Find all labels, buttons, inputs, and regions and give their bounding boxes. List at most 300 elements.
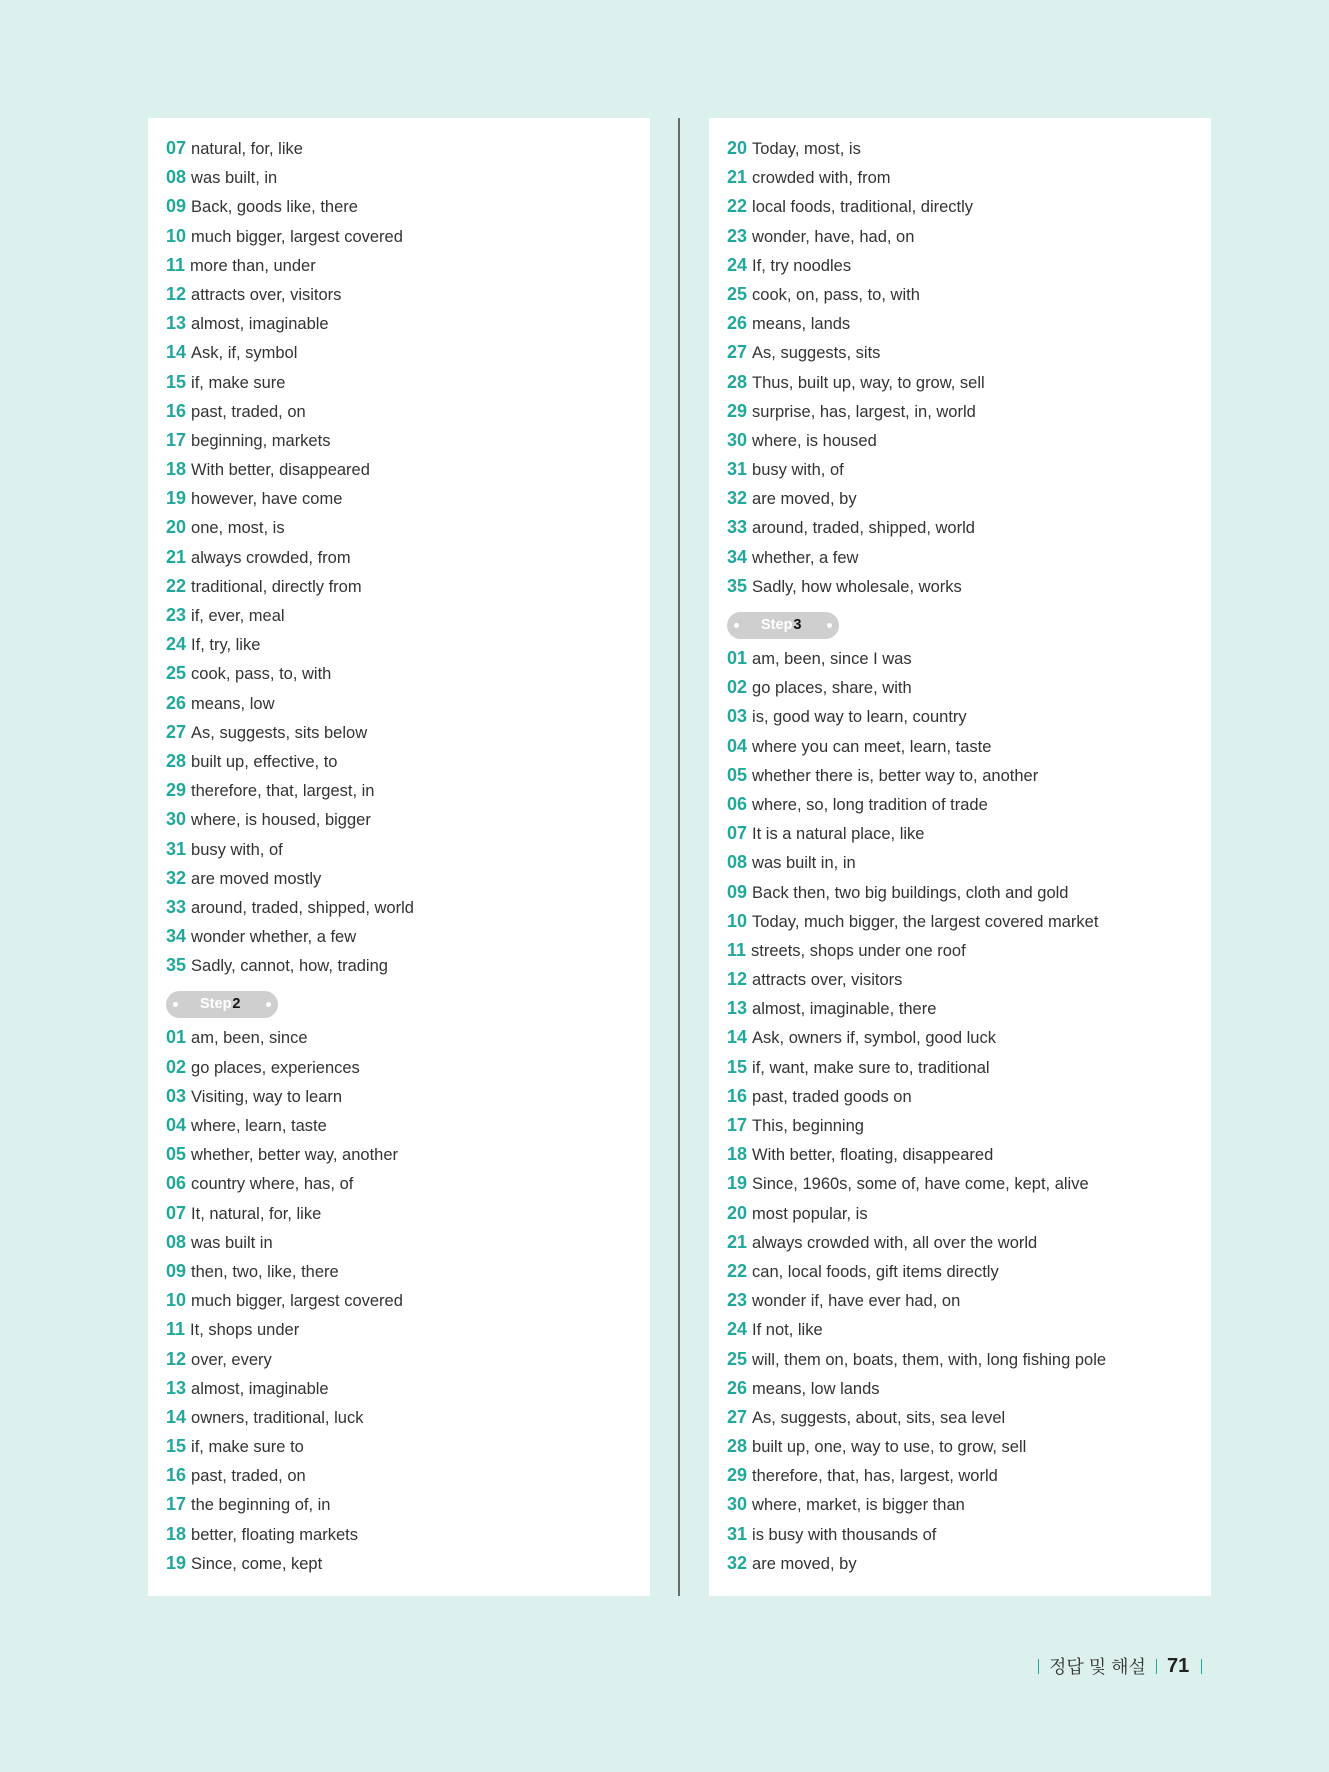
answer-item — [166, 134, 650, 163]
answer-item — [166, 951, 650, 980]
answer-item — [166, 397, 650, 426]
answer-number: 15 — [166, 1436, 187, 1457]
answer-item — [727, 1315, 1211, 1344]
answer-number: 25 — [727, 283, 748, 304]
answer-item — [166, 1345, 650, 1374]
answer-item — [727, 397, 1211, 426]
answer-text: if, make sure — [191, 373, 286, 392]
answer-text: more than, under — [190, 256, 316, 275]
answer-text: natural, for, like — [191, 140, 303, 158]
answer-number: 30 — [727, 429, 748, 450]
answer-text: was built, in — [191, 169, 278, 188]
answer-item — [727, 790, 1211, 819]
answer-item — [727, 702, 1211, 731]
answer-text: Sadly, how wholesale, works — [752, 577, 962, 596]
answer-number: 29 — [166, 780, 187, 801]
answer-number: 15 — [727, 1056, 748, 1077]
answer-text: means, low lands — [752, 1379, 880, 1398]
answer-item — [166, 864, 650, 893]
step-3-list — [727, 644, 1211, 1578]
answer-item — [166, 309, 650, 338]
answer-item — [727, 426, 1211, 455]
answer-item — [166, 1286, 650, 1315]
answer-text: With better, disappeared — [191, 461, 370, 480]
answer-item — [727, 1053, 1211, 1082]
answer-item — [166, 1082, 650, 1111]
answer-number: 05 — [166, 1144, 187, 1165]
answer-item — [727, 1490, 1211, 1519]
answer-text: surprise, has, largest, in, world — [752, 402, 976, 421]
answer-text: owners, traditional, luck — [191, 1408, 364, 1427]
answer-text: Back then, two big buildings, cloth and gold — [752, 883, 1069, 902]
answer-number: 03 — [727, 706, 748, 727]
answer-item — [166, 572, 650, 601]
answer-item — [166, 659, 650, 688]
answer-item — [166, 835, 650, 864]
answer-item — [166, 893, 650, 922]
answer-number: 09 — [727, 881, 748, 902]
answer-item — [727, 163, 1211, 192]
answer-item — [166, 1023, 650, 1052]
answer-text: built up, one, way to use, to grow, sell — [752, 1438, 1027, 1457]
answer-text: are moved, by — [752, 1554, 857, 1573]
answer-item — [166, 805, 650, 834]
answer-number: 08 — [166, 1231, 187, 1252]
answer-text: attracts over, visitors — [191, 285, 342, 304]
answer-item — [727, 484, 1211, 513]
answer-text: whether there is, better way to, another — [752, 766, 1039, 785]
answer-item — [166, 1432, 650, 1461]
answer-number: 12 — [727, 969, 748, 990]
left-answer-panel — [148, 118, 650, 1596]
answer-item — [166, 1461, 650, 1490]
answer-number: 04 — [166, 1115, 187, 1135]
answer-item — [166, 1169, 650, 1198]
answer-text: almost, imaginable — [191, 315, 329, 334]
answer-text: are moved mostly — [191, 869, 322, 888]
answer-text: go places, share, with — [752, 679, 912, 698]
answer-text: As, suggests, sits below — [191, 723, 368, 742]
answer-text: was built in, in — [752, 854, 856, 873]
answer-number: 02 — [166, 1056, 187, 1077]
answer-item — [727, 1082, 1211, 1111]
badge-dot — [827, 623, 832, 628]
page-footer — [1038, 1652, 1202, 1680]
answer-text: where, so, long tradition of trade — [752, 795, 988, 814]
answer-number: 10 — [727, 910, 748, 931]
answer-text: If not, like — [752, 1321, 823, 1340]
answer-item — [166, 1315, 650, 1344]
answer-text: past, traded, on — [191, 402, 306, 421]
answer-number: 14 — [727, 1027, 748, 1048]
answer-item — [166, 1490, 650, 1519]
answer-number: 21 — [727, 1231, 748, 1252]
answer-text: is, good way to learn, country — [752, 708, 967, 727]
answer-number: 07 — [166, 138, 187, 158]
answer-number: 14 — [166, 1406, 187, 1427]
answer-number: 22 — [727, 196, 748, 217]
answer-item — [727, 543, 1211, 572]
answer-text: will, them on, boats, them, with, long fishing pole — [752, 1350, 1107, 1369]
answer-item — [166, 1403, 650, 1432]
answer-text: if, want, make sure to, traditional — [752, 1058, 990, 1077]
answer-text: most popular, is — [752, 1204, 868, 1223]
answer-number: 27 — [727, 342, 748, 363]
answer-number: 32 — [727, 1552, 748, 1573]
answer-item — [727, 732, 1211, 761]
answer-number: 12 — [166, 283, 187, 304]
answer-text: past, traded, on — [191, 1467, 306, 1486]
answer-item — [727, 1345, 1211, 1374]
answer-text: where, market, is bigger than — [752, 1496, 965, 1515]
answer-item — [166, 1257, 650, 1286]
answer-text: traditional, directly from — [191, 577, 362, 596]
answer-number: 33 — [727, 517, 748, 538]
answer-number: 18 — [166, 1523, 187, 1544]
answer-number: 23 — [727, 225, 748, 246]
answer-text: It, shops under — [190, 1321, 300, 1340]
answer-item — [166, 1549, 650, 1578]
answer-number: 15 — [166, 371, 187, 392]
footer-separator — [1038, 1659, 1039, 1674]
answer-number: 24 — [727, 254, 748, 275]
answer-number: 26 — [166, 692, 187, 713]
answer-number: 28 — [166, 750, 187, 771]
answer-number: 10 — [166, 1290, 187, 1311]
answer-number: 01 — [727, 648, 748, 668]
answer-number: 16 — [166, 400, 187, 421]
answer-text: Since, 1960s, some of, have come, kept, alive — [752, 1175, 1089, 1194]
answer-item — [727, 965, 1211, 994]
answer-number: 06 — [727, 793, 748, 814]
answer-number: 08 — [727, 852, 748, 873]
answer-item — [166, 1199, 650, 1228]
answer-text: Ask, if, symbol — [191, 344, 298, 363]
answer-item — [727, 1023, 1211, 1052]
answer-number: 12 — [166, 1348, 187, 1369]
answer-number: 11 — [166, 254, 186, 275]
answer-item — [166, 601, 650, 630]
answer-item — [727, 1228, 1211, 1257]
answer-item — [166, 513, 650, 542]
answer-text: therefore, that, largest, in — [191, 782, 375, 801]
answer-item — [727, 761, 1211, 790]
answer-text: wonder, have, had, on — [752, 227, 915, 246]
answer-item — [727, 1199, 1211, 1228]
answer-number: 35 — [727, 575, 748, 596]
footer-separator — [1156, 1659, 1157, 1674]
answer-text: am, been, since — [191, 1029, 308, 1048]
answer-item — [166, 426, 650, 455]
answer-number: 16 — [727, 1085, 748, 1106]
answer-number: 10 — [166, 225, 187, 246]
column-divider — [678, 118, 680, 1596]
answer-number: 31 — [727, 459, 748, 480]
answer-text: am, been, since I was — [752, 650, 912, 668]
answer-number: 02 — [727, 677, 748, 698]
answer-number: 13 — [727, 998, 748, 1019]
answer-text: With better, floating, disappeared — [752, 1146, 994, 1165]
answer-item — [166, 192, 650, 221]
answer-item — [727, 192, 1211, 221]
answer-item — [727, 819, 1211, 848]
answer-item — [727, 994, 1211, 1023]
answer-number: 16 — [166, 1465, 187, 1486]
answer-item — [166, 338, 650, 367]
answer-number: 31 — [727, 1523, 748, 1544]
answer-text: can, local foods, gift items directly — [752, 1262, 999, 1281]
answer-item — [727, 1374, 1211, 1403]
answer-text: go places, experiences — [191, 1058, 360, 1077]
answer-text: whether, a few — [752, 548, 859, 567]
answer-number: 09 — [166, 1260, 187, 1281]
answer-number: 19 — [166, 1552, 187, 1573]
step-2-badge — [166, 991, 278, 1018]
answer-text: It is a natural place, like — [752, 825, 925, 844]
answer-text: means, low — [191, 694, 275, 713]
answer-text: If, try noodles — [752, 256, 852, 275]
answer-number: 22 — [727, 1260, 748, 1281]
left-top-list — [166, 134, 650, 980]
answer-number: 18 — [727, 1144, 748, 1165]
answer-text: much bigger, largest covered — [191, 227, 403, 246]
answer-number: 17 — [166, 1494, 187, 1515]
answer-item — [166, 455, 650, 484]
answer-number: 18 — [166, 459, 187, 480]
answer-text: As, suggests, sits — [752, 344, 881, 363]
answer-text: was built in — [191, 1233, 273, 1252]
answer-item — [727, 1461, 1211, 1490]
answer-text: cook, pass, to, with — [191, 665, 332, 684]
answer-text: This, beginning — [752, 1117, 864, 1135]
answer-number: 30 — [727, 1494, 748, 1515]
badge-dot — [173, 1002, 178, 1007]
answer-text: country where, has, of — [191, 1175, 354, 1194]
answer-number: 34 — [727, 546, 748, 567]
answer-item — [727, 1549, 1211, 1578]
answer-item — [166, 922, 650, 951]
answer-item — [727, 1403, 1211, 1432]
answer-item — [166, 484, 650, 513]
answer-text: streets, shops under one roof — [751, 941, 966, 960]
answer-text: Visiting, way to learn — [191, 1087, 343, 1106]
step-2-number: 2 — [232, 996, 241, 1013]
page-number: 71 — [1166, 1654, 1190, 1677]
answer-number: 23 — [727, 1290, 748, 1311]
answer-number: 26 — [727, 1377, 748, 1398]
answer-number: 33 — [166, 896, 187, 917]
answer-number: 17 — [727, 1115, 748, 1135]
answer-item — [727, 1432, 1211, 1461]
answer-number: 07 — [166, 1202, 187, 1223]
answer-text: It, natural, for, like — [191, 1204, 322, 1223]
answer-item — [727, 1520, 1211, 1549]
answer-item — [727, 907, 1211, 936]
answer-number: 19 — [727, 1173, 748, 1194]
answer-number: 20 — [166, 517, 187, 538]
answer-number: 13 — [166, 313, 187, 334]
answer-item — [166, 1140, 650, 1169]
answer-text: better, floating markets — [191, 1525, 358, 1544]
answer-item — [727, 368, 1211, 397]
answer-text: if, make sure to — [191, 1438, 304, 1457]
answer-text: Ask, owners if, symbol, good luck — [752, 1029, 996, 1048]
answer-item — [727, 673, 1211, 702]
answer-text: wonder whether, a few — [191, 928, 357, 947]
answer-item — [727, 878, 1211, 907]
answer-item — [727, 309, 1211, 338]
answer-number: 04 — [727, 735, 748, 756]
answer-number: 32 — [727, 488, 748, 509]
answer-number: 22 — [166, 575, 187, 596]
answer-number: 08 — [166, 167, 187, 188]
answer-item — [727, 251, 1211, 280]
footer-separator — [1201, 1659, 1202, 1674]
answer-number: 20 — [727, 1202, 748, 1223]
answer-item — [727, 1111, 1211, 1140]
answer-item — [166, 251, 650, 280]
answer-item — [727, 455, 1211, 484]
answer-text: Since, come, kept — [191, 1554, 323, 1573]
answer-number: 20 — [727, 138, 748, 158]
answer-item — [166, 1111, 650, 1140]
answer-number: 13 — [166, 1377, 187, 1398]
answer-text: Thus, built up, way, to grow, sell — [752, 373, 985, 392]
answer-number: 09 — [166, 196, 187, 217]
answer-item — [727, 1257, 1211, 1286]
answer-number: 35 — [166, 955, 187, 976]
step-3-number: 3 — [793, 617, 802, 633]
answer-number: 34 — [166, 926, 187, 947]
footer-title: 정답 및 해설 — [1049, 1657, 1146, 1677]
answer-text: attracts over, visitors — [752, 971, 903, 990]
answer-text: therefore, that, has, largest, world — [752, 1467, 998, 1486]
answer-number: 30 — [166, 809, 187, 830]
answer-text: much bigger, largest covered — [191, 1292, 403, 1311]
answer-number: 23 — [166, 605, 187, 625]
badge-dot — [734, 623, 739, 628]
answer-number: 25 — [727, 1348, 748, 1369]
answer-item — [166, 163, 650, 192]
answer-text: one, most, is — [191, 519, 285, 538]
answer-text: always crowded with, all over the world — [752, 1233, 1038, 1252]
answer-number: 06 — [166, 1173, 187, 1194]
answer-number: 14 — [166, 342, 187, 363]
answer-text: over, every — [191, 1350, 272, 1369]
answer-number: 24 — [166, 634, 187, 655]
right-top-list — [727, 134, 1211, 601]
answer-number: 11 — [727, 939, 747, 960]
answer-number: 24 — [727, 1319, 748, 1340]
answer-number: 01 — [166, 1027, 187, 1048]
answer-number: 25 — [166, 663, 187, 684]
answer-text: busy with, of — [191, 840, 283, 859]
answer-item — [166, 747, 650, 776]
answer-number: 19 — [166, 488, 187, 509]
answer-item — [166, 630, 650, 659]
answer-number: 29 — [727, 1465, 748, 1486]
answer-item — [166, 280, 650, 309]
answer-item — [727, 936, 1211, 965]
answer-text: are moved, by — [752, 490, 857, 509]
answer-text: crowded with, from — [752, 169, 891, 188]
answer-number: 27 — [727, 1406, 748, 1427]
answer-number: 11 — [166, 1319, 186, 1340]
right-answer-panel — [709, 118, 1211, 1596]
answer-text: where you can meet, learn, taste — [752, 737, 992, 756]
answer-text: whether, better way, another — [191, 1146, 399, 1165]
answer-number: 21 — [166, 546, 187, 567]
answer-text: around, traded, shipped, world — [752, 519, 975, 538]
answer-text: however, have come — [191, 490, 343, 509]
answer-text: If, try, like — [191, 636, 261, 655]
answer-item — [727, 644, 1211, 673]
answer-item — [727, 1140, 1211, 1169]
answer-text: wonder if, have ever had, on — [752, 1292, 961, 1311]
answer-item — [166, 1520, 650, 1549]
answer-item — [727, 572, 1211, 601]
answer-text: almost, imaginable, there — [752, 1000, 937, 1019]
step-3-badge — [727, 612, 839, 639]
answer-text: busy with, of — [752, 461, 844, 480]
answer-number: 26 — [727, 313, 748, 334]
answer-text: beginning, markets — [191, 431, 331, 450]
answer-number: 07 — [727, 823, 748, 844]
answer-number: 03 — [166, 1085, 187, 1106]
answer-text: past, traded goods on — [752, 1087, 912, 1106]
answer-item — [166, 1228, 650, 1257]
answer-item — [166, 1053, 650, 1082]
badge-dot — [266, 1002, 271, 1007]
answer-item — [166, 543, 650, 572]
answer-text: where, learn, taste — [191, 1117, 327, 1135]
answer-text: almost, imaginable — [191, 1379, 329, 1398]
step-2-list — [166, 1023, 650, 1578]
answer-number: 17 — [166, 429, 187, 450]
answer-number: 31 — [166, 838, 187, 859]
answer-item — [166, 1374, 650, 1403]
step-3-word: Step — [761, 617, 793, 633]
answer-text: built up, effective, to — [191, 752, 338, 771]
answer-text: where, is housed, bigger — [191, 811, 371, 830]
answer-number: 27 — [166, 721, 187, 742]
answer-item — [166, 689, 650, 718]
answer-text: cook, on, pass, to, with — [752, 285, 920, 304]
answer-number: 32 — [166, 867, 187, 888]
answer-item — [166, 368, 650, 397]
answer-number: 28 — [727, 1436, 748, 1457]
answer-text: Back, goods like, there — [191, 198, 358, 217]
answer-text: local foods, traditional, directly — [752, 198, 974, 217]
answer-text: the beginning of, in — [191, 1496, 331, 1515]
step-2-word: Step — [200, 996, 232, 1013]
answer-text: Today, much bigger, the largest covered market — [752, 912, 1099, 931]
answer-item — [727, 1286, 1211, 1315]
answer-item — [166, 222, 650, 251]
answer-text: if, ever, meal — [191, 607, 285, 625]
answer-text: is busy with thousands of — [752, 1525, 937, 1544]
answer-number: 28 — [727, 371, 748, 392]
answer-text: As, suggests, about, sits, sea level — [752, 1408, 1006, 1427]
answer-item — [727, 280, 1211, 309]
answer-item — [727, 513, 1211, 542]
answer-text: means, lands — [752, 315, 851, 334]
answer-text: Sadly, cannot, how, trading — [191, 957, 388, 976]
answer-number: 29 — [727, 400, 748, 421]
answer-item — [727, 848, 1211, 877]
answer-item — [727, 134, 1211, 163]
answer-text: around, traded, shipped, world — [191, 898, 414, 917]
